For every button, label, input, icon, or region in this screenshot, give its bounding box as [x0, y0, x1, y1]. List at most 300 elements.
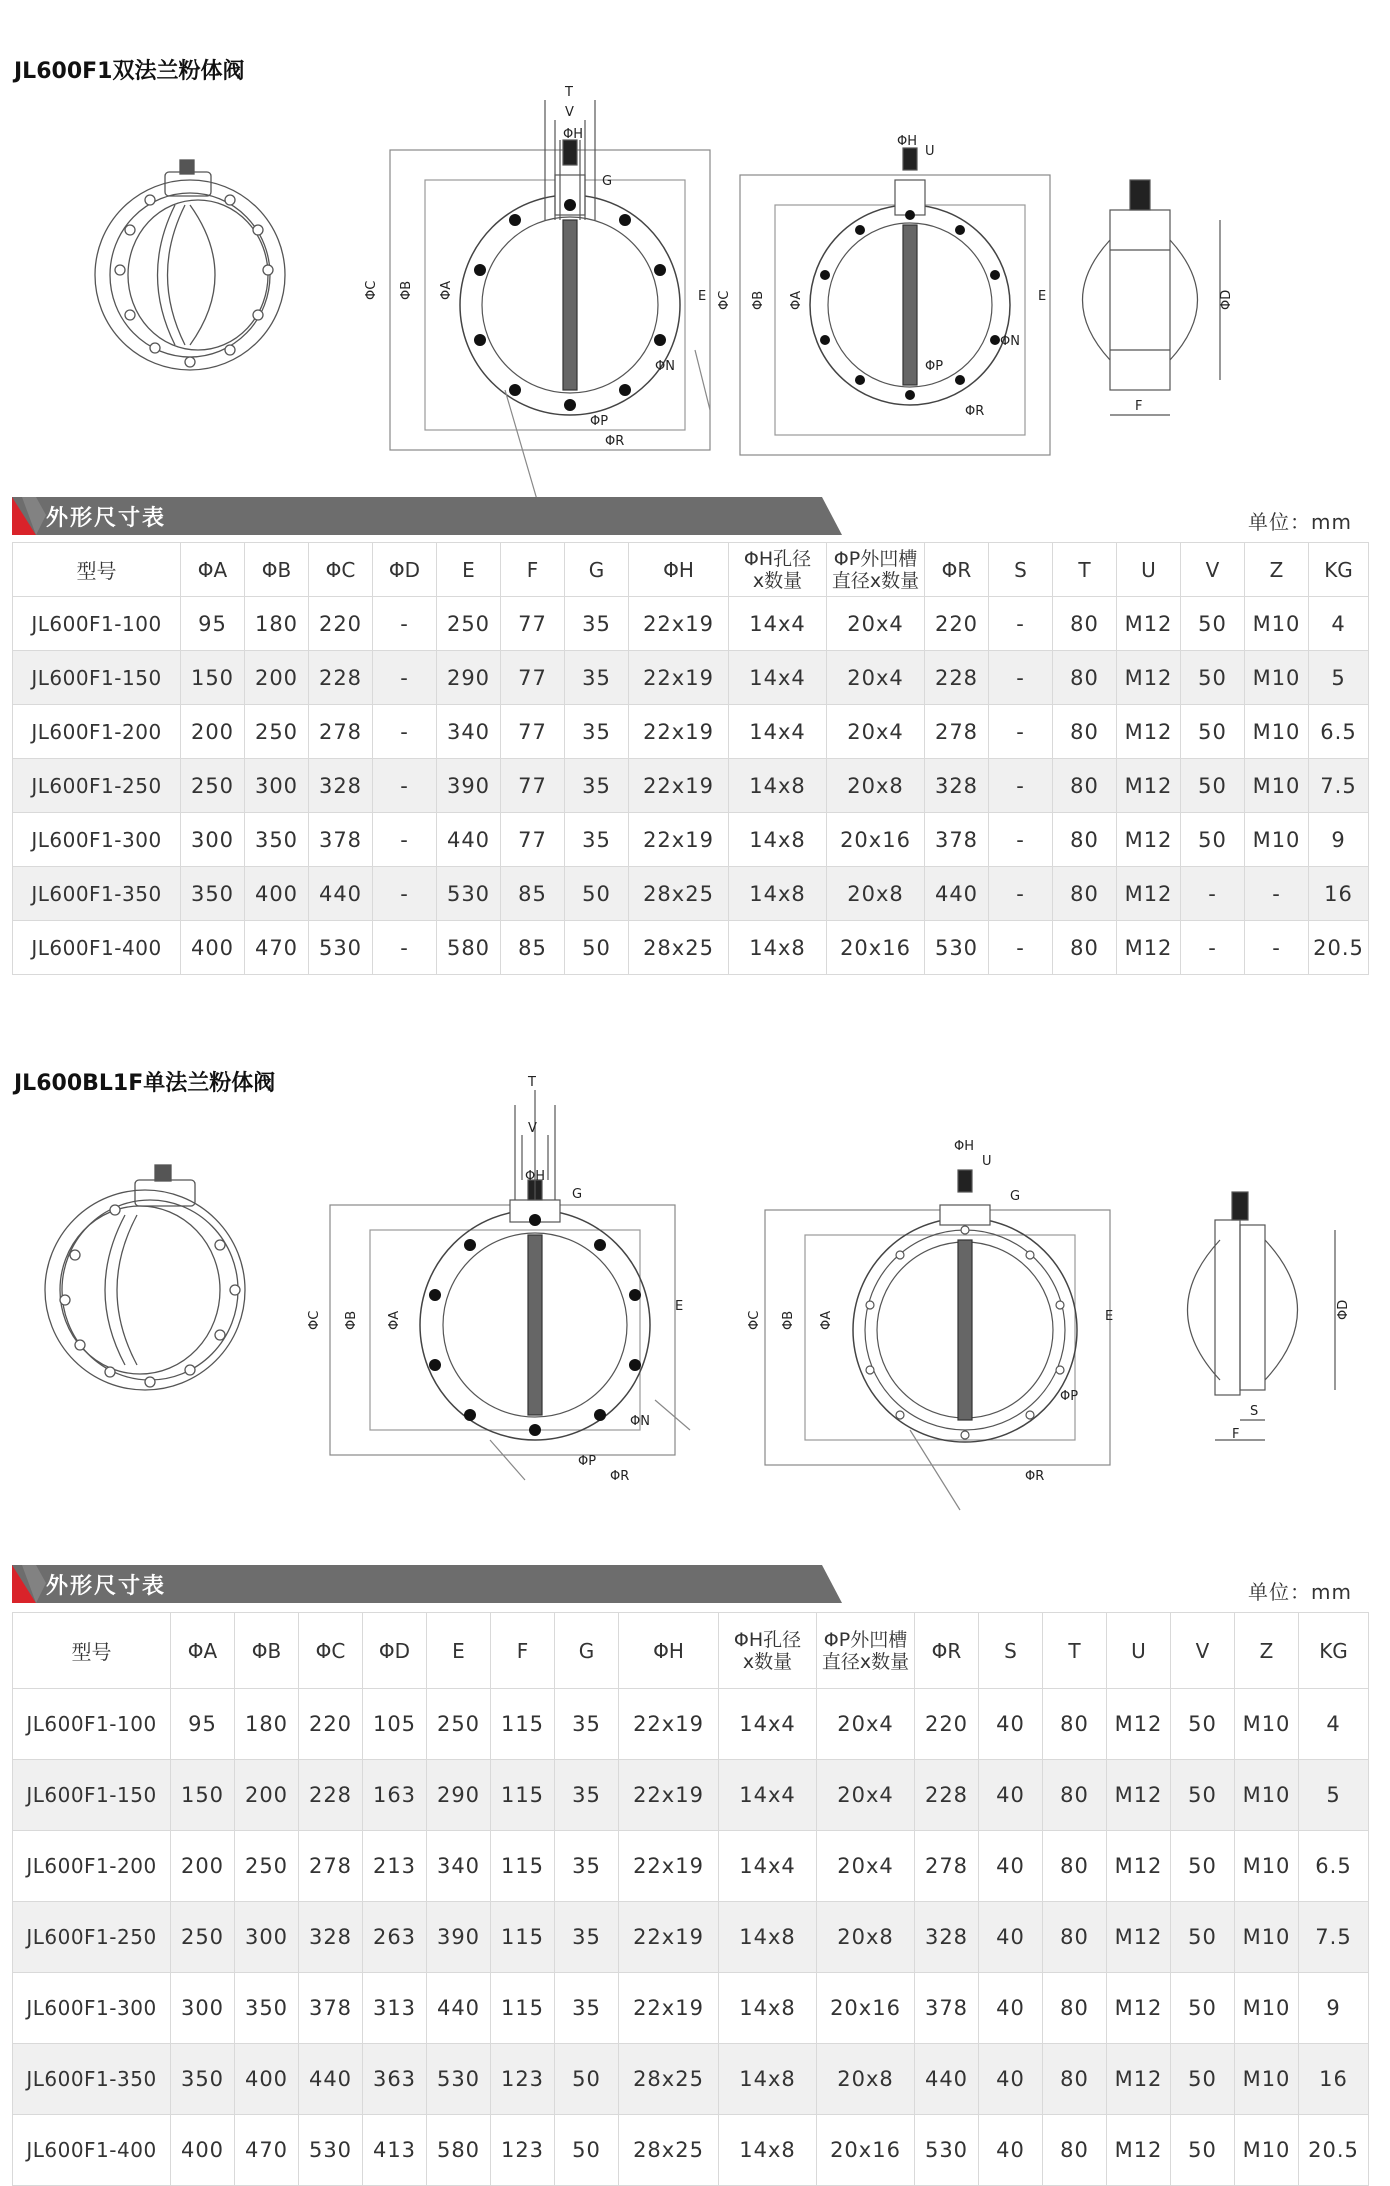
svg-text:ΦD: ΦD [1336, 1299, 1351, 1320]
table-row [13, 651, 1369, 705]
table-cell: 300 [245, 759, 309, 813]
table-cell: 50 [1181, 651, 1245, 705]
svg-text:ΦR: ΦR [1025, 1469, 1045, 1484]
table-cell: 115 [491, 1689, 555, 1760]
table-cell: 150 [181, 651, 245, 705]
table-cell: 123 [491, 2044, 555, 2115]
table-cell: 50 [1171, 1760, 1235, 1831]
svg-text:ΦA: ΦA [387, 1310, 402, 1330]
table-cell: - [1181, 867, 1245, 921]
table-cell: 35 [565, 705, 629, 759]
table-cell: 80 [1043, 1760, 1107, 1831]
table-cell: 22x19 [619, 1902, 719, 1973]
svg-text:ΦB: ΦB [399, 280, 414, 300]
svg-text:G: G [1010, 1189, 1021, 1204]
table-cell: 115 [491, 1973, 555, 2044]
column-header: G [555, 1613, 619, 1689]
label-phiH: ΦH [563, 127, 584, 142]
table-cell: 220 [309, 597, 373, 651]
table-cell: 250 [171, 1902, 235, 1973]
svg-text:F: F [1232, 1427, 1240, 1442]
table-cell: M12 [1107, 1973, 1171, 2044]
table-cell: 350 [181, 867, 245, 921]
table-cell: 150 [171, 1760, 235, 1831]
unit-label-1: 单位：mm [1248, 510, 1352, 534]
table-cell: M12 [1117, 651, 1181, 705]
table-header-row [13, 1613, 1369, 1689]
table-cell: 95 [181, 597, 245, 651]
table-cell: 35 [555, 1973, 619, 2044]
table-cell: 35 [565, 651, 629, 705]
table-row [13, 1973, 1369, 2044]
table-cell: - [373, 813, 437, 867]
table-cell: 22x19 [629, 597, 729, 651]
svg-text:ΦR: ΦR [605, 434, 625, 449]
table-cell: 4 [1309, 597, 1369, 651]
table-cell: 350 [235, 1973, 299, 2044]
svg-text:ΦP: ΦP [578, 1454, 597, 1469]
table-cell: 228 [309, 651, 373, 705]
table-cell: 50 [565, 921, 629, 975]
valve-front-drawing-1 [365, 80, 715, 460]
table-cell: 50 [1171, 1973, 1235, 2044]
table-cell: 20.5 [1309, 921, 1369, 975]
table-cell: 440 [915, 2044, 979, 2115]
table-cell: - [989, 867, 1053, 921]
table-cell: 390 [427, 1902, 491, 1973]
table-cell: 28x25 [619, 2115, 719, 2186]
table-cell: 440 [925, 867, 989, 921]
table-cell: JL600F1-150 [13, 651, 181, 705]
table-cell: 85 [501, 867, 565, 921]
table-cell: M10 [1245, 813, 1309, 867]
table-cell: 328 [299, 1902, 363, 1973]
table-cell: 28x25 [629, 867, 729, 921]
table-cell: - [989, 651, 1053, 705]
svg-text:ΦR: ΦR [965, 404, 985, 419]
table-cell: 80 [1053, 813, 1117, 867]
column-header: KG [1309, 543, 1369, 597]
svg-text:ΦA: ΦA [439, 280, 454, 300]
column-header: T [1053, 543, 1117, 597]
table-row [13, 597, 1369, 651]
table-cell: 20x8 [827, 867, 925, 921]
table-cell: 20x4 [817, 1831, 915, 1902]
svg-text:E: E [1038, 289, 1047, 304]
svg-text:V: V [528, 1121, 537, 1136]
table-cell: JL600F1-350 [13, 2044, 171, 2115]
table-cell: 378 [309, 813, 373, 867]
svg-text:E: E [698, 289, 707, 304]
table-cell: 22x19 [619, 1689, 719, 1760]
table-cell: 115 [491, 1760, 555, 1831]
table-row [13, 1902, 1369, 1973]
table-cell: 123 [491, 2115, 555, 2186]
table-cell: 580 [427, 2115, 491, 2186]
table-cell: 530 [437, 867, 501, 921]
table-cell: 400 [171, 2115, 235, 2186]
column-header: F [501, 543, 565, 597]
table-cell: 470 [235, 2115, 299, 2186]
table-row [13, 2044, 1369, 2115]
table-cell: 363 [363, 2044, 427, 2115]
column-header: ΦC [309, 543, 373, 597]
table-cell: 28x25 [619, 2044, 719, 2115]
table-title-banner-1 [12, 497, 842, 535]
svg-text:ΦC: ΦC [747, 1310, 762, 1330]
svg-text:U: U [982, 1154, 992, 1169]
table-row [13, 1760, 1369, 1831]
table-cell: - [989, 759, 1053, 813]
table-cell: 22x19 [629, 759, 729, 813]
label-V: V [565, 105, 574, 120]
table-cell: 35 [565, 813, 629, 867]
table-cell: 530 [915, 2115, 979, 2186]
svg-text:ΦP: ΦP [925, 359, 944, 374]
table-cell: 20x4 [827, 651, 925, 705]
table-cell: 390 [437, 759, 501, 813]
table-cell: 440 [437, 813, 501, 867]
svg-text:F: F [1135, 399, 1143, 414]
table-cell: 80 [1043, 2044, 1107, 2115]
table-cell: JL600F1-350 [13, 867, 181, 921]
table-cell: 20x4 [817, 1689, 915, 1760]
table-cell: 77 [501, 759, 565, 813]
column-header: U [1107, 1613, 1171, 1689]
table-cell: JL600F1-100 [13, 1689, 171, 1760]
table-row [13, 705, 1369, 759]
column-header: G [565, 543, 629, 597]
table-cell: 14x4 [719, 1831, 817, 1902]
table-cell: 228 [299, 1760, 363, 1831]
table-cell: 28x25 [629, 921, 729, 975]
dimension-table-1 [12, 542, 1369, 975]
table-cell: 14x8 [719, 2044, 817, 2115]
table-cell: 14x8 [729, 921, 827, 975]
table-cell: 80 [1053, 651, 1117, 705]
table-cell: JL600F1-100 [13, 597, 181, 651]
table-cell: 80 [1043, 1831, 1107, 1902]
column-header: ΦB [235, 1613, 299, 1689]
table-cell: 400 [245, 867, 309, 921]
table-cell: 228 [915, 1760, 979, 1831]
table-cell: M12 [1107, 1831, 1171, 1902]
svg-text:ΦH: ΦH [954, 1139, 975, 1154]
column-header: Z [1245, 543, 1309, 597]
table-cell: 300 [181, 813, 245, 867]
table-cell: JL600F1-400 [13, 921, 181, 975]
table-cell: 80 [1043, 1973, 1107, 2044]
table-cell: 250 [235, 1831, 299, 1902]
column-header: S [979, 1613, 1043, 1689]
table-cell: 378 [915, 1973, 979, 2044]
table-cell: 50 [1181, 813, 1245, 867]
column-header: F [491, 1613, 555, 1689]
table-cell: 313 [363, 1973, 427, 2044]
column-header: ΦA [171, 1613, 235, 1689]
table-cell: 22x19 [629, 705, 729, 759]
table-cell: - [373, 651, 437, 705]
table-cell: M10 [1235, 1973, 1299, 2044]
table-cell: 50 [1171, 1689, 1235, 1760]
table-row [13, 813, 1369, 867]
valve-iso-drawing-2 [25, 1150, 265, 1400]
table-cell: 40 [979, 1973, 1043, 2044]
table-cell: 328 [309, 759, 373, 813]
table-cell: 115 [491, 1902, 555, 1973]
table-cell: 20x16 [817, 1973, 915, 2044]
table-cell: 35 [555, 1902, 619, 1973]
table-cell: 22x19 [619, 1760, 719, 1831]
table-cell: JL600F1-200 [13, 705, 181, 759]
table-cell: 530 [925, 921, 989, 975]
table-cell: 14x4 [719, 1760, 817, 1831]
table-cell: 228 [925, 651, 989, 705]
column-header: ΦR [915, 1613, 979, 1689]
table-cell: M12 [1117, 705, 1181, 759]
table-cell: - [989, 921, 1053, 975]
table-cell: 9 [1299, 1973, 1369, 2044]
table-cell: 413 [363, 2115, 427, 2186]
table-cell: - [989, 597, 1053, 651]
table-cell: 40 [979, 1902, 1043, 1973]
table-row [13, 759, 1369, 813]
table-cell: 77 [501, 597, 565, 651]
table-cell: 40 [979, 2044, 1043, 2115]
table-cell: 530 [309, 921, 373, 975]
table-cell: 180 [235, 1689, 299, 1760]
table-cell: 20x4 [827, 597, 925, 651]
column-header: Z [1235, 1613, 1299, 1689]
table-cell: 440 [299, 2044, 363, 2115]
svg-text:ΦN: ΦN [630, 1414, 650, 1429]
table-cell: 350 [171, 2044, 235, 2115]
table-cell: 35 [565, 597, 629, 651]
table-cell: 163 [363, 1760, 427, 1831]
svg-text:ΦN: ΦN [1000, 334, 1020, 349]
table-cell: 80 [1053, 867, 1117, 921]
table-cell: 6.5 [1309, 705, 1369, 759]
table-cell: 50 [1171, 1831, 1235, 1902]
table-cell: 20x8 [817, 1902, 915, 1973]
table-header-row [13, 543, 1369, 597]
column-header: V [1181, 543, 1245, 597]
table-cell: M12 [1107, 1902, 1171, 1973]
table-cell: 80 [1053, 705, 1117, 759]
table-cell: 9 [1309, 813, 1369, 867]
valve-front-drawing-4 [747, 1130, 1130, 1510]
table-row [13, 867, 1369, 921]
table-cell: 80 [1043, 1902, 1107, 1973]
table-cell: 40 [979, 1760, 1043, 1831]
table-cell: - [373, 597, 437, 651]
column-header: ΦD [373, 543, 437, 597]
table-cell: 50 [1171, 2115, 1235, 2186]
table-cell: - [989, 813, 1053, 867]
table-cell: 14x4 [729, 705, 827, 759]
table-cell: 20x16 [827, 921, 925, 975]
table-cell: M12 [1107, 1760, 1171, 1831]
table-cell: 20x8 [827, 759, 925, 813]
column-header: ΦA [181, 543, 245, 597]
table-cell: 22x19 [619, 1831, 719, 1902]
svg-text:T: T [528, 1075, 536, 1090]
table-cell: 50 [1181, 759, 1245, 813]
table-cell: M10 [1245, 705, 1309, 759]
table-cell: - [1181, 921, 1245, 975]
table-cell: 328 [915, 1902, 979, 1973]
table-cell: 20.5 [1299, 2115, 1369, 2186]
table-cell: M12 [1117, 813, 1181, 867]
table-cell: M12 [1107, 2115, 1171, 2186]
table-cell: M12 [1117, 759, 1181, 813]
valve-side-drawing-2 [1170, 1180, 1355, 1450]
svg-text:ΦR: ΦR [610, 1469, 630, 1484]
table-cell: 5 [1299, 1760, 1369, 1831]
table-cell: M12 [1117, 867, 1181, 921]
dimension-table-2 [12, 1612, 1369, 2186]
table-cell: 378 [299, 1973, 363, 2044]
column-header: ΦB [245, 543, 309, 597]
table-title-2: 外形尺寸表 [46, 1574, 167, 1599]
table-cell: 340 [437, 705, 501, 759]
table-cell: 115 [491, 1831, 555, 1902]
valve-front-drawing-3 [307, 1070, 690, 1490]
table-cell: M10 [1235, 1831, 1299, 1902]
table-cell: 580 [437, 921, 501, 975]
column-header: U [1117, 543, 1181, 597]
table-cell: 200 [235, 1760, 299, 1831]
label-G: G [602, 174, 613, 189]
table-cell: 35 [565, 759, 629, 813]
column-header: 型号 [13, 1613, 171, 1689]
svg-text:E: E [675, 1299, 684, 1314]
column-header: E [437, 543, 501, 597]
table-cell: 20x4 [817, 1760, 915, 1831]
svg-text:ΦP: ΦP [590, 414, 609, 429]
table-cell: JL600F1-150 [13, 1760, 171, 1831]
table-cell: 22x19 [629, 651, 729, 705]
table-cell: 530 [299, 2115, 363, 2186]
table-cell: 14x4 [729, 651, 827, 705]
table-cell: 22x19 [629, 813, 729, 867]
column-header: E [427, 1613, 491, 1689]
svg-text:U: U [925, 144, 935, 159]
table-cell: 14x8 [729, 813, 827, 867]
table-cell: 50 [1171, 2044, 1235, 2115]
table-cell: 220 [299, 1689, 363, 1760]
table-cell: 7.5 [1299, 1902, 1369, 1973]
svg-text:ΦA: ΦA [819, 1310, 834, 1330]
table-row [13, 1831, 1369, 1902]
svg-text:ΦH: ΦH [897, 134, 918, 149]
table-cell: 263 [363, 1902, 427, 1973]
table-cell: 220 [915, 1689, 979, 1760]
table-cell: 80 [1053, 597, 1117, 651]
table-cell: 80 [1053, 921, 1117, 975]
table-cell: M12 [1117, 921, 1181, 975]
svg-text:G: G [572, 1187, 583, 1202]
table-cell: 50 [555, 2044, 619, 2115]
table-cell: 77 [501, 651, 565, 705]
table-cell: 250 [181, 759, 245, 813]
valve-side-drawing-1 [1080, 170, 1260, 430]
column-header: ΦP外凹槽 直径x数量 [817, 1613, 915, 1689]
column-header: ΦH [619, 1613, 719, 1689]
table-cell: 7.5 [1309, 759, 1369, 813]
table-cell: 40 [979, 2115, 1043, 2186]
table-cell: JL600F1-250 [13, 1902, 171, 1973]
table-cell: 300 [235, 1902, 299, 1973]
table-cell: 40 [979, 1831, 1043, 1902]
table-cell: M10 [1235, 1760, 1299, 1831]
table-cell: 35 [555, 1760, 619, 1831]
table-row [13, 921, 1369, 975]
table-cell: 14x4 [719, 1689, 817, 1760]
table-cell: 50 [555, 2115, 619, 2186]
table-cell: - [373, 867, 437, 921]
table-cell: 4 [1299, 1689, 1369, 1760]
table-cell: 14x8 [719, 1973, 817, 2044]
svg-text:E: E [1105, 1309, 1114, 1324]
table-cell: M10 [1235, 2044, 1299, 2115]
table-cell: 378 [925, 813, 989, 867]
table-cell: 14x8 [729, 867, 827, 921]
table-cell: JL600F1-250 [13, 759, 181, 813]
column-header: 型号 [13, 543, 181, 597]
svg-text:ΦB: ΦB [344, 1310, 359, 1330]
table-cell: - [373, 759, 437, 813]
table-cell: 180 [245, 597, 309, 651]
table-title-1: 外形尺寸表 [46, 506, 167, 531]
table-cell: M12 [1117, 597, 1181, 651]
table-cell: 14x8 [719, 2115, 817, 2186]
table-cell: 250 [437, 597, 501, 651]
column-header: T [1043, 1613, 1107, 1689]
svg-text:ΦD: ΦD [1219, 289, 1234, 310]
table-cell: 278 [309, 705, 373, 759]
svg-text:ΦB: ΦB [751, 290, 766, 310]
table-cell: 20x16 [817, 2115, 915, 2186]
product-title-2: JL600BL1F单法兰粉体阀 [14, 1071, 276, 1096]
valve-iso-drawing-1 [80, 150, 300, 380]
table-cell: 14x4 [729, 597, 827, 651]
column-header: S [989, 543, 1053, 597]
table-cell: 80 [1043, 1689, 1107, 1760]
svg-text:ΦB: ΦB [781, 1310, 796, 1330]
table-cell: 40 [979, 1689, 1043, 1760]
table-cell: 50 [1181, 705, 1245, 759]
product-title-1: JL600F1双法兰粉体阀 [14, 59, 245, 84]
table-cell: 250 [427, 1689, 491, 1760]
svg-text:ΦC: ΦC [717, 290, 732, 310]
table-cell: - [1245, 867, 1309, 921]
svg-text:S: S [1250, 1404, 1259, 1419]
table-cell: M10 [1235, 2115, 1299, 2186]
table-cell: 290 [437, 651, 501, 705]
table-cell: 200 [171, 1831, 235, 1902]
table-cell: M12 [1107, 1689, 1171, 1760]
svg-text:ΦP: ΦP [1060, 1389, 1079, 1404]
table-cell: 80 [1043, 2115, 1107, 2186]
table-cell: 77 [501, 705, 565, 759]
table-cell: 35 [555, 1689, 619, 1760]
table-cell: JL600F1-200 [13, 1831, 171, 1902]
column-header: ΦP外凹槽 直径x数量 [827, 543, 925, 597]
table-cell: 6.5 [1299, 1831, 1369, 1902]
table-cell: 35 [555, 1831, 619, 1902]
table-cell: 200 [181, 705, 245, 759]
